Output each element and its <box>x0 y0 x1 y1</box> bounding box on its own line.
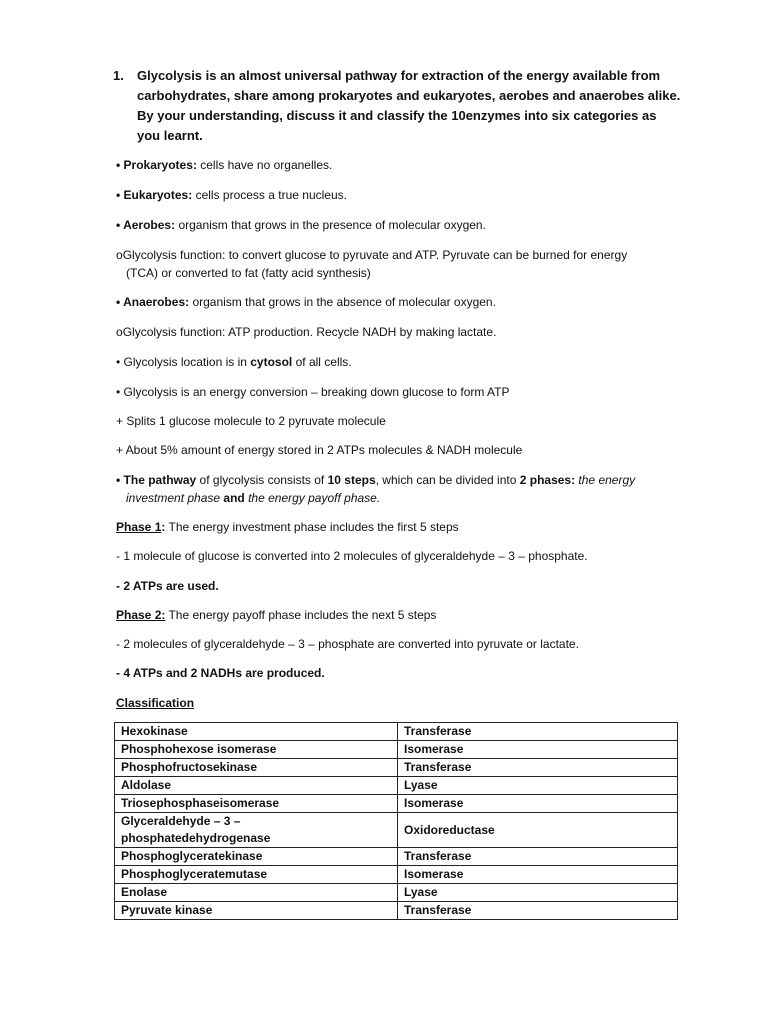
table-row <box>115 866 678 884</box>
bullet-italic: the energy payoff phase. <box>248 491 381 505</box>
bullet-text: cells have no organelles. <box>196 158 333 172</box>
phase-1-item-2 <box>116 577 676 595</box>
sub-bullet-text-continued: (TCA) or converted to fat (fatty acid synthesis) <box>126 266 371 280</box>
table-row <box>115 741 678 759</box>
bullet-text: • Glycolysis is an energy conversion – breaking down glucose to form ATP <box>116 385 510 399</box>
classification-table-body <box>115 723 678 920</box>
bullet-italic: investment phase <box>126 491 221 505</box>
enzyme-cell: Aldolase <box>115 777 398 795</box>
bullet-term: • Aerobes: <box>116 218 176 232</box>
phase-item-text: - 1 molecule of glucose is converted into 2 molecules of glyceraldehyde – 3 – phosphate. <box>116 549 588 563</box>
bullet-prokaryotes <box>116 156 676 174</box>
classification-table <box>114 722 678 920</box>
enzyme-cell: Enolase <box>115 884 398 902</box>
bullet-text: + About 5% amount of energy stored in 2 ATPs molecules & NADH molecule <box>116 443 523 457</box>
bullet-conversion <box>116 383 676 401</box>
bullet-term: • Eukaryotes: <box>116 188 193 202</box>
bullet-text: organism that grows in the absence of molecular oxygen. <box>189 295 496 309</box>
phase-item-text: - 2 ATPs are used. <box>116 579 219 593</box>
phase-1-label: Phase 1 <box>116 520 162 534</box>
bullet-energy-stored <box>116 441 676 459</box>
enzyme-cell: Phosphohexose isomerase <box>115 741 398 759</box>
bullet-text: of glycolysis consists of <box>196 473 328 487</box>
table-row <box>115 848 678 866</box>
phase-item-text: - 4 ATPs and 2 NADHs are produced. <box>116 666 325 680</box>
phase-1-colon: : <box>161 520 166 534</box>
phase-2-heading <box>116 606 676 624</box>
table-row <box>115 759 678 777</box>
enzyme-cell: Pyruvate kinase <box>115 902 398 920</box>
phase-2-item-2 <box>116 664 676 682</box>
category-cell: Transferase <box>398 723 678 741</box>
bullet-emphasis: and <box>220 491 249 505</box>
table-row <box>115 884 678 902</box>
category-cell: Transferase <box>398 902 678 920</box>
enzyme-cell: Glyceraldehyde – 3 – phosphatedehydrogenase <box>115 813 398 848</box>
enzyme-cell: Triosephosphaseisomerase <box>115 795 398 813</box>
category-cell: Lyase <box>398 777 678 795</box>
phase-2-text: The energy payoff phase includes the next 5 steps <box>165 608 437 622</box>
question-text: Glycolysis is an almost universal pathway for extraction of the energy available from carbohydrates, share among prokaryotes and eukaryotes, aerobes and anaerobes alike. By your understanding, discuss it and classify the 10enzymes into six categories as you learnt. <box>137 68 681 143</box>
bullet-term: • The pathway <box>116 473 197 487</box>
classification-heading-text: Classification <box>116 696 195 710</box>
bullet-term: • Prokaryotes: <box>116 158 197 172</box>
sub-bullet-aerobes-function <box>116 246 676 282</box>
sub-bullet-marker: o <box>116 325 123 339</box>
table-row <box>115 902 678 920</box>
table-row <box>115 777 678 795</box>
enzyme-cell: Phosphoglyceratekinase <box>115 848 398 866</box>
phase-1-heading <box>116 518 676 536</box>
bullet-text: • Glycolysis location is in <box>116 355 251 369</box>
bullet-emphasis: 10 steps <box>327 473 376 487</box>
bullet-term: • Anaerobes: <box>116 295 190 309</box>
category-cell: Isomerase <box>398 741 678 759</box>
category-cell: Oxidoreductase <box>398 813 678 848</box>
phase-item-text: - 2 molecules of glyceraldehyde – 3 – phosphate are converted into pyruvate or lactate. <box>116 637 579 651</box>
bullet-eukaryotes <box>116 186 676 204</box>
sub-bullet-marker: o <box>116 248 123 262</box>
phase-2-item-1 <box>116 635 676 653</box>
category-cell: Isomerase <box>398 795 678 813</box>
category-cell: Lyase <box>398 884 678 902</box>
bullet-emphasis: cytosol <box>250 355 293 369</box>
category-cell: Isomerase <box>398 866 678 884</box>
category-cell: Transferase <box>398 848 678 866</box>
enzyme-cell: Hexokinase <box>115 723 398 741</box>
sub-bullet-anaerobes-function <box>116 323 676 341</box>
question-1 <box>113 66 683 146</box>
classification-heading <box>116 694 676 712</box>
phase-2-label: Phase 2: <box>116 608 166 622</box>
sub-bullet-text: Glycolysis function: ATP production. Recycle NADH by making lactate. <box>122 325 497 339</box>
phase-1-item-1 <box>116 547 676 565</box>
table-row <box>115 813 678 848</box>
category-cell: Transferase <box>398 759 678 777</box>
bullet-text: + Splits 1 glucose molecule to 2 pyruvate molecule <box>116 414 386 428</box>
bullet-aerobes <box>116 216 676 234</box>
bullet-location <box>116 353 676 371</box>
phase-1-text: The energy investment phase includes the first 5 steps <box>165 520 459 534</box>
sub-bullet-text: Glycolysis function: to convert glucose to pyruvate and ATP. Pyruvate can be burned for energy <box>122 248 628 262</box>
table-row <box>115 795 678 813</box>
bullet-text: , which can be divided into <box>375 473 520 487</box>
enzyme-cell: Phosphofructosekinase <box>115 759 398 777</box>
bullet-anaerobes <box>116 293 676 311</box>
bullet-text: cells process a true nucleus. <box>192 188 347 202</box>
bullet-text: of all cells. <box>292 355 352 369</box>
table-row <box>115 723 678 741</box>
bullet-pathway <box>116 471 676 507</box>
enzyme-cell: Phosphoglyceratemutase <box>115 866 398 884</box>
bullet-italic: the energy <box>575 473 636 487</box>
bullet-splits <box>116 412 676 430</box>
bullet-emphasis: 2 phases: <box>519 473 576 487</box>
question-number: 1. <box>113 68 124 83</box>
bullet-text: organism that grows in the presence of molecular oxygen. <box>175 218 486 232</box>
